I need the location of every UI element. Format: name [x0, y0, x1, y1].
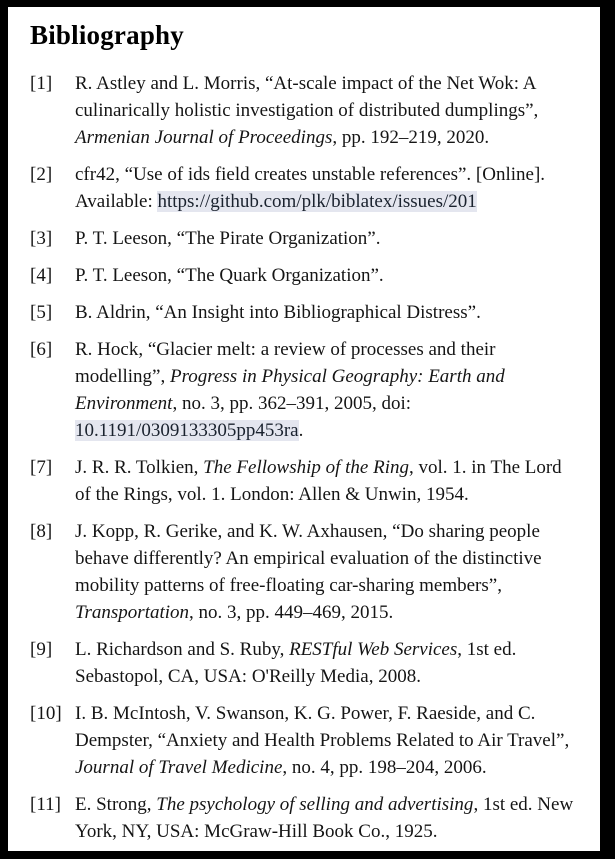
entry-label: [8]: [30, 520, 53, 542]
entry-label: [1]: [30, 72, 53, 94]
plain-text: J. Kopp, R. Gerike, and K. W. Axhausen, “Do sharing people behave differently? An empirical evaluation of the distinctive mobility patterns of free-floating car-sharing members”,: [75, 520, 542, 596]
bib-entry: [30, 161, 576, 215]
plain-text: , 1st ed. New York, NY, USA: McGraw-Hill Book Co., 1925.: [75, 793, 574, 842]
bib-entry: [30, 700, 576, 781]
plain-text: , no. 3, pp. 362–391, 2005, doi:: [172, 392, 412, 414]
plain-text: , no. 3, pp. 449–469, 2015.: [189, 601, 394, 623]
plain-text: L. Richardson and S. Ruby,: [75, 638, 290, 660]
bib-entry: [30, 225, 576, 252]
entry-label: [2]: [30, 163, 53, 185]
bibliography-list: [30, 70, 576, 845]
entry-label: [9]: [30, 638, 53, 660]
bib-entry: [30, 336, 576, 444]
bib-entry: [30, 791, 576, 845]
plain-text: P. T. Leeson, “The Quark Organization”.: [75, 264, 384, 286]
entry-text: [75, 225, 576, 252]
entry-label: [7]: [30, 456, 53, 478]
bib-entry: [30, 454, 576, 508]
plain-text: B. Aldrin, “An Insight into Bibliographical Distress”.: [75, 301, 481, 323]
italic-title-text: The psychology of selling and advertising: [156, 793, 474, 815]
entry-text: [75, 700, 576, 781]
italic-title-text: RESTful Web Services: [289, 638, 458, 660]
entry-label: [10]: [30, 702, 62, 724]
entry-text: [75, 636, 576, 690]
plain-text: .: [298, 419, 304, 441]
plain-text: J. R. R. Tolkien,: [75, 456, 204, 478]
italic-title-text: The Fellowship of the Ring: [203, 456, 409, 478]
plain-text: , 1st ed. Sebastopol, CA, USA: O'Reilly Media, 2008.: [75, 638, 517, 687]
italic-title-text: Armenian Journal of Proceedings: [75, 126, 333, 148]
entry-text: [75, 454, 576, 508]
plain-text: , vol. 1. in The Lord of the Rings, vol. 1. London: Allen & Unwin, 1954.: [75, 456, 562, 505]
plain-text: P. T. Leeson, “The Pirate Organization”.: [75, 227, 381, 249]
entry-text: [75, 262, 576, 289]
bib-entry: [30, 262, 576, 289]
entry-text: [75, 791, 576, 845]
plain-text: , pp. 192–219, 2020.: [332, 126, 490, 148]
document-page: [8, 7, 600, 851]
entry-text: [75, 518, 576, 626]
plain-text: I. B. McIntosh, V. Swanson, K. G. Power, F. Raeside, and C. Dempster, “Anxiety and Health Problems Related to Air Travel”,: [75, 702, 570, 751]
reference-link[interactable]: https://github.com/plk/biblatex/issues/201: [157, 190, 477, 212]
italic-title-text: Journal of Travel Medicine: [75, 756, 283, 778]
plain-text: cfr42, “Use of ids field creates unstable references”. [Online]. Available:: [75, 163, 546, 212]
entry-text: [75, 299, 576, 326]
plain-text: R. Hock, “Glacier melt: a review of processes and their modelling”,: [75, 338, 496, 387]
bib-entry: [30, 518, 576, 626]
entry-text: [75, 70, 576, 151]
entry-label: [4]: [30, 264, 53, 286]
bib-entry: [30, 636, 576, 690]
plain-text: E. Strong,: [75, 793, 157, 815]
italic-title-text: Progress in Physical Geography: Earth and Environment: [75, 365, 505, 414]
plain-text: R. Astley and L. Morris, “At-scale impact of the Net Wok: A culinarically holistic investigation of distributed dumplings”,: [75, 72, 539, 121]
entry-text: [75, 336, 576, 444]
entry-label: [5]: [30, 301, 53, 323]
entry-label: [3]: [30, 227, 53, 249]
italic-title-text: Transportation: [75, 601, 190, 623]
page-title: Bibliography: [30, 20, 184, 50]
bib-entry: [30, 299, 576, 326]
plain-text: , no. 4, pp. 198–204, 2006.: [282, 756, 487, 778]
entry-label: [11]: [30, 793, 61, 815]
entry-text: [75, 161, 576, 215]
bib-entry: [30, 70, 576, 151]
entry-label: [6]: [30, 338, 53, 360]
reference-link[interactable]: 10.1191/0309133305pp453ra: [75, 419, 299, 441]
